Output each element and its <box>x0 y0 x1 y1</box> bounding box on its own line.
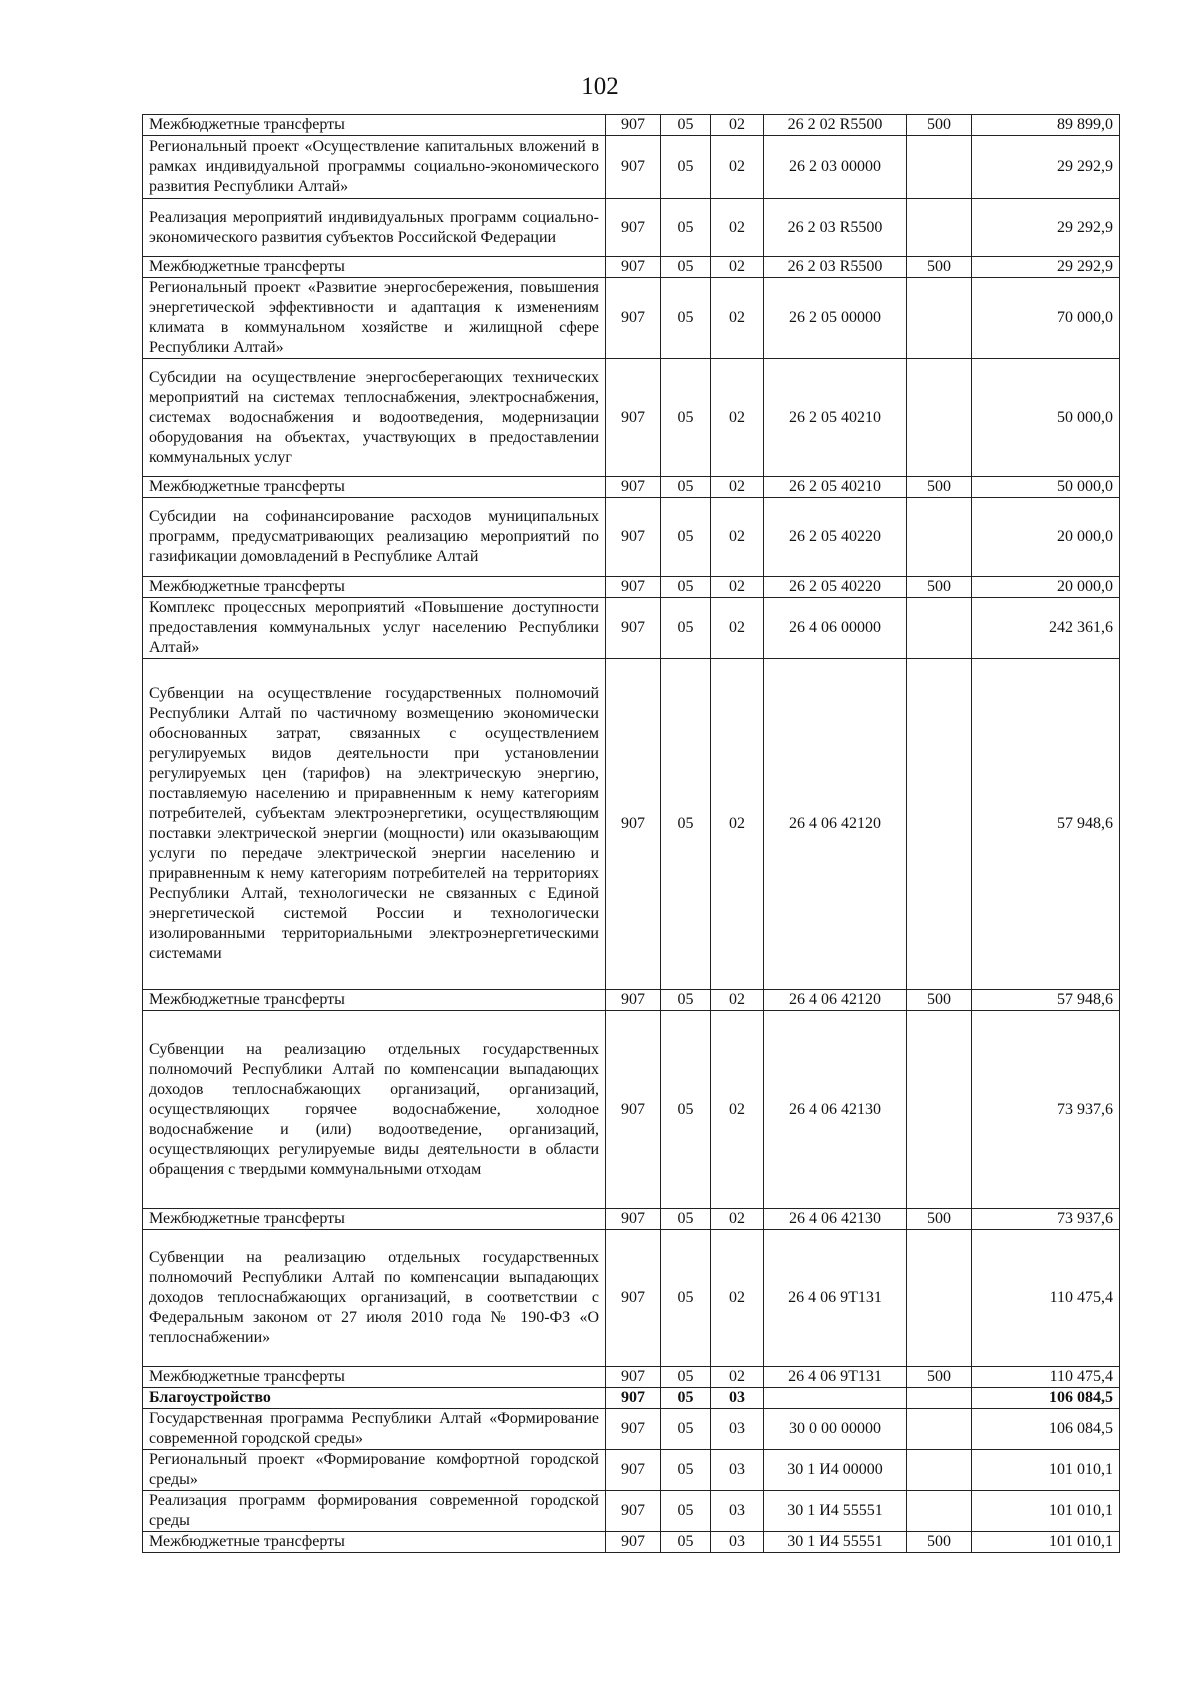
cell-expense-type <box>907 136 972 199</box>
cell-grbs: 907 <box>606 1230 661 1367</box>
cell-amount: 29 292,9 <box>972 199 1120 257</box>
table-row <box>143 1388 1120 1409</box>
cell-subsection: 02 <box>711 1367 764 1388</box>
cell-section: 05 <box>661 257 711 278</box>
cell-name: Государственная программа Республики Алтай «Формирование современной городской среды» <box>143 1409 606 1450</box>
cell-amount: 29 292,9 <box>972 257 1120 278</box>
cell-target-article: 26 2 03 00000 <box>764 136 907 199</box>
cell-grbs: 907 <box>606 257 661 278</box>
cell-target-article: 26 2 05 40220 <box>764 577 907 598</box>
cell-target-article: 26 4 06 42120 <box>764 990 907 1011</box>
cell-target-article: 26 2 05 00000 <box>764 278 907 359</box>
cell-target-article: 26 2 05 40210 <box>764 359 907 477</box>
cell-grbs: 907 <box>606 1367 661 1388</box>
cell-section: 05 <box>661 278 711 359</box>
cell-subsection: 02 <box>711 115 764 136</box>
cell-expense-type: 500 <box>907 477 972 498</box>
table-row <box>143 115 1120 136</box>
table-body <box>143 115 1120 1553</box>
table-row <box>143 1409 1120 1450</box>
cell-section: 05 <box>661 477 711 498</box>
cell-grbs: 907 <box>606 1409 661 1450</box>
cell-subsection: 02 <box>711 598 764 659</box>
cell-subsection: 02 <box>711 1209 764 1230</box>
cell-section: 05 <box>661 990 711 1011</box>
cell-section: 05 <box>661 1367 711 1388</box>
cell-section: 05 <box>661 1491 711 1532</box>
cell-grbs: 907 <box>606 498 661 577</box>
cell-section: 05 <box>661 1450 711 1491</box>
cell-expense-type <box>907 1011 972 1209</box>
cell-target-article: 26 4 06 9Т131 <box>764 1367 907 1388</box>
cell-amount: 20 000,0 <box>972 577 1120 598</box>
cell-subsection: 02 <box>711 278 764 359</box>
table-row <box>143 278 1120 359</box>
cell-amount: 101 010,1 <box>972 1491 1120 1532</box>
cell-expense-type <box>907 278 972 359</box>
table-row <box>143 199 1120 257</box>
cell-expense-type: 500 <box>907 990 972 1011</box>
cell-section: 05 <box>661 598 711 659</box>
cell-amount: 57 948,6 <box>972 990 1120 1011</box>
cell-subsection: 02 <box>711 477 764 498</box>
cell-name: Субвенции на реализацию отдельных государственных полномочий Республики Алтай по компенсации выпадающих доходов теплоснабжающих организаций, организаций, осуществляющих горячее водоснабжение, холодное водоснабжение и (или) водоотведение, организаций, осуществляющих регулируемые виды деятельности в области обращения с твердыми коммунальными отходам <box>143 1011 606 1209</box>
cell-section: 05 <box>661 498 711 577</box>
cell-target-article: 26 2 03 R5500 <box>764 199 907 257</box>
cell-section: 05 <box>661 1230 711 1367</box>
table-row <box>143 359 1120 477</box>
cell-name: Межбюджетные трансферты <box>143 577 606 598</box>
cell-amount: 50 000,0 <box>972 477 1120 498</box>
cell-grbs: 907 <box>606 1011 661 1209</box>
cell-target-article: 30 1 И4 00000 <box>764 1450 907 1491</box>
cell-section: 05 <box>661 577 711 598</box>
cell-section: 05 <box>661 1209 711 1230</box>
table-row <box>143 1367 1120 1388</box>
cell-target-article: 26 2 03 R5500 <box>764 257 907 278</box>
cell-section: 05 <box>661 1532 711 1553</box>
cell-grbs: 907 <box>606 659 661 990</box>
page-number: 102 <box>581 73 619 100</box>
cell-target-article: 26 2 05 40220 <box>764 498 907 577</box>
cell-amount: 70 000,0 <box>972 278 1120 359</box>
cell-expense-type <box>907 1388 972 1409</box>
cell-target-article: 26 4 06 42130 <box>764 1011 907 1209</box>
cell-amount: 20 000,0 <box>972 498 1120 577</box>
cell-name: Субсидии на осуществление энергосберегающих технических мероприятий на системах теплоснабжения, электроснабжения, системах водоснабжения и водоотведения, модернизации оборудования на объектах, участвующих в предоставлении коммунальных услуг <box>143 359 606 477</box>
cell-target-article: 30 1 И4 55551 <box>764 1491 907 1532</box>
cell-target-article: 26 4 06 9Т131 <box>764 1230 907 1367</box>
cell-expense-type <box>907 1230 972 1367</box>
cell-name: Межбюджетные трансферты <box>143 1209 606 1230</box>
cell-name: Региональный проект «Формирование комфортной городской среды» <box>143 1450 606 1491</box>
cell-grbs: 907 <box>606 1388 661 1409</box>
table-row <box>143 1450 1120 1491</box>
cell-subsection: 02 <box>711 359 764 477</box>
cell-subsection: 03 <box>711 1450 764 1491</box>
cell-name: Межбюджетные трансферты <box>143 1367 606 1388</box>
cell-expense-type: 500 <box>907 1532 972 1553</box>
cell-target-article: 26 2 02 R5500 <box>764 115 907 136</box>
table-row <box>143 1209 1120 1230</box>
cell-section: 05 <box>661 359 711 477</box>
cell-section: 05 <box>661 1388 711 1409</box>
cell-amount: 29 292,9 <box>972 136 1120 199</box>
cell-subsection: 02 <box>711 257 764 278</box>
cell-amount: 101 010,1 <box>972 1450 1120 1491</box>
cell-amount: 101 010,1 <box>972 1532 1120 1553</box>
cell-amount: 50 000,0 <box>972 359 1120 477</box>
cell-expense-type <box>907 199 972 257</box>
cell-amount: 106 084,5 <box>972 1388 1120 1409</box>
cell-amount: 110 475,4 <box>972 1367 1120 1388</box>
cell-name: Региональный проект «Осуществление капитальных вложений в рамках индивидуальной программы социально-экономического развития Республики Алтай» <box>143 136 606 199</box>
table-row <box>143 1532 1120 1553</box>
cell-section: 05 <box>661 115 711 136</box>
cell-name: Межбюджетные трансферты <box>143 257 606 278</box>
cell-subsection: 02 <box>711 659 764 990</box>
cell-grbs: 907 <box>606 1450 661 1491</box>
cell-target-article: 26 4 06 42120 <box>764 659 907 990</box>
cell-name: Реализация программ формирования современной городской среды <box>143 1491 606 1532</box>
cell-subsection: 02 <box>711 990 764 1011</box>
budget-table <box>142 114 1120 1553</box>
cell-name: Реализация мероприятий индивидуальных программ социально-экономического развития субъектов Российской Федерации <box>143 199 606 257</box>
cell-grbs: 907 <box>606 115 661 136</box>
cell-section: 05 <box>661 659 711 990</box>
table-row <box>143 659 1120 990</box>
cell-expense-type <box>907 659 972 990</box>
cell-expense-type: 500 <box>907 115 972 136</box>
cell-subsection: 02 <box>711 1011 764 1209</box>
cell-subsection: 02 <box>711 136 764 199</box>
table-row <box>143 257 1120 278</box>
table-row <box>143 136 1120 199</box>
cell-amount: 110 475,4 <box>972 1230 1120 1367</box>
cell-amount: 242 361,6 <box>972 598 1120 659</box>
cell-name: Межбюджетные трансферты <box>143 1532 606 1553</box>
cell-name: Региональный проект «Развитие энергосбережения, повышения энергетической эффективности и адаптация к изменениям климата в коммунальном хозяйстве и жилищной сфере Республики Алтай» <box>143 278 606 359</box>
cell-grbs: 907 <box>606 278 661 359</box>
cell-expense-type: 500 <box>907 577 972 598</box>
cell-name: Субвенции на реализацию отдельных государственных полномочий Республики Алтай по компенсации выпадающих доходов теплоснабжающих организаций, в соответствии с Федеральным законом от 27 июля 2010 года № 190-ФЗ «О теплоснабжении» <box>143 1230 606 1367</box>
cell-grbs: 907 <box>606 1209 661 1230</box>
cell-amount: 73 937,6 <box>972 1209 1120 1230</box>
cell-section: 05 <box>661 199 711 257</box>
cell-subsection: 03 <box>711 1491 764 1532</box>
cell-grbs: 907 <box>606 990 661 1011</box>
cell-grbs: 907 <box>606 577 661 598</box>
cell-expense-type: 500 <box>907 1209 972 1230</box>
cell-target-article: 26 2 05 40210 <box>764 477 907 498</box>
cell-name: Межбюджетные трансферты <box>143 477 606 498</box>
cell-name: Благоустройство <box>143 1388 606 1409</box>
cell-name: Межбюджетные трансферты <box>143 115 606 136</box>
cell-subsection: 03 <box>711 1532 764 1553</box>
cell-expense-type <box>907 1450 972 1491</box>
cell-expense-type: 500 <box>907 257 972 278</box>
table-row <box>143 577 1120 598</box>
cell-amount: 73 937,6 <box>972 1011 1120 1209</box>
cell-grbs: 907 <box>606 598 661 659</box>
table-row <box>143 1011 1120 1209</box>
cell-target-article <box>764 1388 907 1409</box>
cell-target-article: 30 0 00 00000 <box>764 1409 907 1450</box>
table-row <box>143 598 1120 659</box>
cell-target-article: 26 4 06 42130 <box>764 1209 907 1230</box>
cell-subsection: 03 <box>711 1388 764 1409</box>
cell-expense-type <box>907 1491 972 1532</box>
table-row <box>143 1230 1120 1367</box>
cell-expense-type <box>907 359 972 477</box>
cell-section: 05 <box>661 136 711 199</box>
table-row <box>143 1491 1120 1532</box>
cell-amount: 57 948,6 <box>972 659 1120 990</box>
cell-name: Субвенции на осуществление государственных полномочий Республики Алтай по частичному возмещению экономически обоснованных затрат, связанных с осуществлением регулируемых видов деятельности при установлении регулируемых цен (тарифов) на электрическую энергию, поставляемую населению и приравненным к нему категориям потребителей, субъектам электроэнергетики, осуществляющим поставки электрической энергии (мощности) или оказывающим услуги по передаче электрической энергии населению и приравненным к нему категориям потребителей на территориях Республики Алтай, технологически не связанных с Единой энергетической системой России и технологически изолированными территориальными электроэнергетическими системами <box>143 659 606 990</box>
cell-subsection: 02 <box>711 498 764 577</box>
cell-name: Субсидии на софинансирование расходов муниципальных программ, предусматривающих реализацию мероприятий по газификации домовладений в Республике Алтай <box>143 498 606 577</box>
cell-expense-type <box>907 598 972 659</box>
cell-expense-type: 500 <box>907 1367 972 1388</box>
cell-grbs: 907 <box>606 1532 661 1553</box>
cell-section: 05 <box>661 1409 711 1450</box>
cell-grbs: 907 <box>606 136 661 199</box>
cell-amount: 106 084,5 <box>972 1409 1120 1450</box>
cell-expense-type <box>907 1409 972 1450</box>
cell-grbs: 907 <box>606 359 661 477</box>
cell-subsection: 03 <box>711 1409 764 1450</box>
cell-target-article: 30 1 И4 55551 <box>764 1532 907 1553</box>
cell-subsection: 02 <box>711 577 764 598</box>
table-row <box>143 477 1120 498</box>
table-row <box>143 498 1120 577</box>
cell-amount: 89 899,0 <box>972 115 1120 136</box>
table-row <box>143 990 1120 1011</box>
cell-grbs: 907 <box>606 199 661 257</box>
cell-subsection: 02 <box>711 199 764 257</box>
cell-grbs: 907 <box>606 1491 661 1532</box>
cell-name: Комплекс процессных мероприятий «Повышение доступности предоставления коммунальных услуг населению Республики Алтай» <box>143 598 606 659</box>
cell-grbs: 907 <box>606 477 661 498</box>
cell-target-article: 26 4 06 00000 <box>764 598 907 659</box>
cell-expense-type <box>907 498 972 577</box>
cell-subsection: 02 <box>711 1230 764 1367</box>
cell-section: 05 <box>661 1011 711 1209</box>
cell-name: Межбюджетные трансферты <box>143 990 606 1011</box>
